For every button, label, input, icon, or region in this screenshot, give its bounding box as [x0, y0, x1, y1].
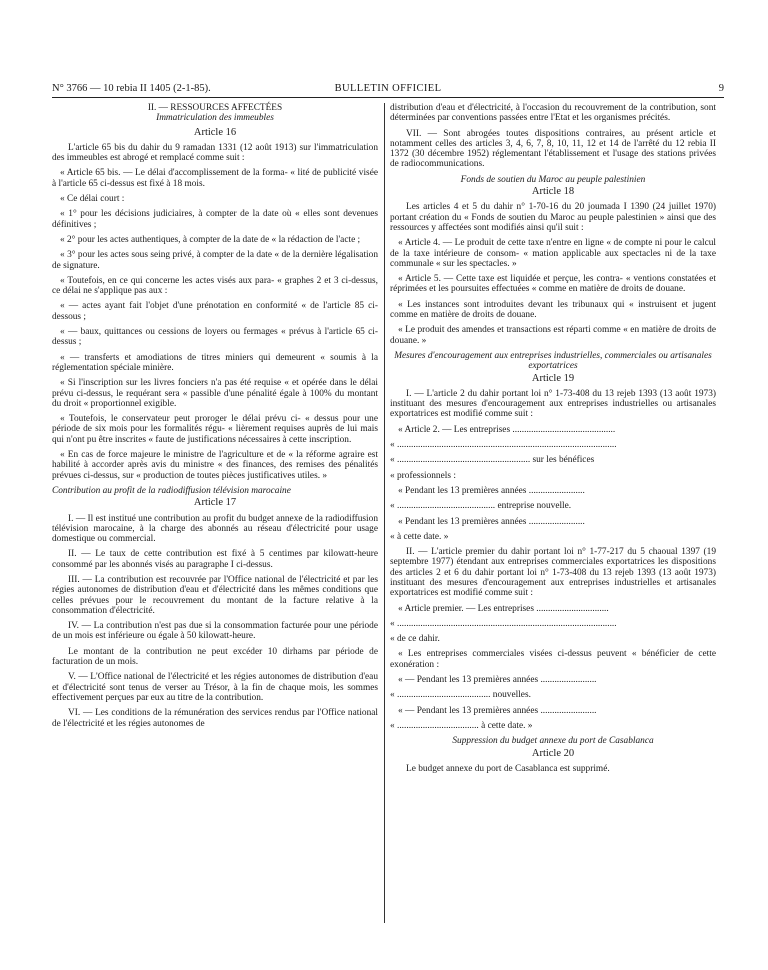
publication-title: BULLETIN OFFICIEL [334, 83, 442, 94]
quoted-line: « ........................................ nouvelles. [390, 690, 531, 701]
paragraph: distribution d'eau et d'électricité, à l'occasion du recouvrement de la contribution, sont déterminées par conventions passées entre l'Etat et les organismes précités. [390, 103, 716, 124]
paragraph: Le montant de la contribution ne peut excéder 10 dirhams par période de facturation de un mois. [52, 646, 378, 668]
article-heading: Article 20 [531, 747, 575, 759]
paragraph: I. — Il est institué une contribution au profit du budget annexe de la radiodiffusion télévision marocaine, à la charge des abonnés au réseau d'électricité pour usage domestique ou commercial. [52, 513, 378, 545]
quoted-line: « Article premier. — Les entreprises ............................... [398, 603, 609, 614]
section-subtitle: Immatriculation des immeubles [156, 113, 274, 124]
paragraph: « Le produit des amendes et transactions est réparti comme « en matière de droits de douane. » [390, 325, 716, 346]
header-rule [52, 97, 724, 98]
section-title: Fonds de soutien du Maroc au peuple palestinien [460, 174, 646, 185]
page-number: 9 [718, 83, 724, 94]
section-title: Suppression du budget annexe du port de Casablanca [452, 736, 654, 747]
paragraph: II. — Le taux de cette contribution est fixé à 5 centimes par kilowatt-heure consommé par les abonnés visés au paragraphe I ci-dessus. [52, 549, 378, 570]
quoted-line: « Pendant les 13 premières années ........................ [398, 485, 585, 496]
paragraph: « — actes ayant fait l'objet d'une prénotation en conformité « de l'article 85 ci-dessous ; [52, 301, 378, 322]
page-header [52, 82, 724, 96]
paragraph: III. — La contribution est recouvrée par l'Office national de l'électricité et par les régies autonomes de distribution d'eau et d'électricité dans les mêmes conditions que celles prévues pour le recouvrement du montant de la facture relative à la consommation d'électricité. [52, 574, 378, 616]
section-title: Mesures d'encouragement aux entreprises industrielles, commerciales ou artisanales exportatrices [394, 350, 712, 372]
right-column [390, 103, 716, 779]
section-title: Contribution au profit de la radiodiffusion télévision marocaine [52, 485, 291, 496]
paragraph: « Si l'inscription sur les livres fonciers n'a pas été requise « et opérée dans le délai prévu ci-dessus, le requérant sera « passible d'une pénalité égale à 100% du montant du droit « proportionnel exigible. [52, 378, 378, 409]
article-heading: Article 19 [531, 372, 575, 384]
quoted-line: « à cette date. » [390, 531, 449, 542]
paragraph: IV. — La contribution n'est pas due si la consommation facturée pour une période de un mois est inférieure ou égale à 50 kilowatt-heure. [52, 621, 378, 642]
paragraph: « Toutefois, le conservateur peut proroger le délai prévu ci- « dessus pour une période de six mois pour les formalités régu- « lièrement requises auprès de lui mais qui n'ont pu être inscrites « faute de justifications nécessaires à cette inscription. [52, 414, 378, 445]
paragraph: Le budget annexe du port de Casablanca est supprimé. [406, 763, 610, 774]
paragraph: I. — L'article 2 du dahir portant loi n° 1-73-408 du 13 rejeb 1393 (13 août 1973) instituant des mesures d'encouragement aux entreprises industrielles ou artisanales exportatrices est modifié comme suit : [390, 388, 716, 420]
paragraph: « 1° pour les décisions judiciaires, à compter de la date où « elles sont devenues définitives ; [52, 209, 378, 230]
paragraph: « — transferts et amodiations de titres miniers qui demeurent « soumis à la réglementation spéciale minière. [52, 352, 378, 373]
paragraph: « Ce délai court : [60, 194, 125, 205]
article-heading: Article 18 [531, 186, 575, 198]
column-divider [384, 103, 385, 923]
paragraph: II. — L'article premier du dahir portant loi n° 1-77-217 du 5 chaoual 1397 (19 septembre 1977) étendant aux entreprises commerciales exportatrices les dispositions des articles 2 et 6 du dahir portant loi n° 1-73-408 du 13 rejeb 1393 (13 août 1973) instituant des mesures d'encouragement aux entreprises industrielles et artisanales exportatrices est modifié comme suit : [390, 547, 716, 599]
paragraph: « Les entreprises commerciales visées ci-dessus peuvent « bénéficier de cette exonération : [390, 649, 716, 670]
paragraph: « Article 5. — Cette taxe est liquidée et perçue, les contra- « ventions constatées et réprimées et les poursuites effectuées « comme en matière de droits de douane. [390, 274, 716, 295]
quoted-line: « professionnels : [390, 470, 456, 481]
paragraph: « 2° pour les actes authentiques, à compter de la date de « la rédaction de l'acte ; [60, 234, 361, 245]
section-title: II. — RESSOURCES AFFECTÉES [147, 103, 283, 113]
paragraph: « Toutefois, en ce qui concerne les actes visés aux para- « graphes 2 et 3 ci-dessus, ce délai ne s'applique pas aux : [52, 275, 378, 297]
paragraph: VII. — Sont abrogées toutes dispositions contraires, au présent article et notamment celles des articles 3, 4, 6, 7, 8, 10, 11, 12 et 14 de l'arrêté du 12 rebia II 1372 (30 décembre 1952) réglementant l'établissement et l'usage des stations privées de radiocommunications. [390, 128, 716, 170]
paragraph: « Article 65 bis. — Le délai d'accomplissement de la forma- « lité de publicité visée à l'article 65 ci-dessus est fixé à 18 mois. [52, 168, 378, 189]
paragraph: « Les instances sont introduites devant les tribunaux qui « instruisent et jugent comme en matière de droits de douane. [390, 299, 716, 321]
quoted-line: « de ce dahir. [390, 634, 440, 645]
quoted-line: « — Pendant les 13 premières années ........................ [398, 675, 597, 686]
quoted-line: « .............................................................................................. [390, 440, 617, 451]
article-heading: Article 16 [193, 126, 237, 138]
quoted-line: « .......................................... entreprise nouvelle. [390, 501, 572, 512]
paragraph: « En cas de force majeure le ministre de l'agriculture et de « la réforme agraire est habilité à accorder après avis du ministre « des finances, des remises des pénalités prévues ci-dessus, sur « production de toutes pièces justificatives utiles. » [52, 450, 378, 481]
paragraph: « 3° pour les actes sous seing privé, à compter de la date « de la dernière légalisation de signature. [52, 250, 378, 271]
paragraph: V. — L'Office national de l'électricité et les régies autonomes de distribution d'eau et d'électricité sont tenus de verser au Trésor, à la fin de chaque mois, les sommes effectivement perçues par eux au titre de la contribution. [52, 672, 378, 703]
quoted-line: « Pendant les 13 premières années ........................ [398, 516, 585, 527]
quoted-line: « .............................................................................................. [390, 618, 617, 629]
issue-number: N° 3766 — 10 rebia II 1405 (2-1-85). [52, 83, 211, 94]
quoted-line: « ................................... à cette date. » [390, 720, 533, 731]
paragraph: « — baux, quittances ou cessions de loyers ou fermages « prévus à l'article 65 ci-dessus ; [52, 327, 378, 348]
paragraph: Les articles 4 et 5 du dahir n° 1-70-16 du 20 joumada I 1390 (24 juillet 1970) portant création du « Fonds de soutien du Maroc au peuple palestinien » ainsi que des ressources y affectées sont modifiés ainsi qu'il suit : [390, 202, 716, 233]
quoted-line: « Article 2. — Les entreprises ............................................ [398, 424, 616, 435]
paragraph: VI. — Les conditions de la rémunération des services rendus par l'Office national de l'électricité et les régies autonomes de [52, 708, 378, 729]
quoted-line: « ......................................................... sur les bénéfices [390, 455, 595, 466]
paragraph: L'article 65 bis du dahir du 9 ramadan 1331 (12 août 1913) sur l'immatriculation des immeubles est abrogé et remplacé comme suit : [52, 142, 378, 164]
article-heading: Article 17 [193, 497, 237, 509]
left-column [52, 103, 378, 734]
quoted-line: « — Pendant les 13 premières années ........................ [398, 705, 597, 716]
paragraph: « Article 4. — Le produit de cette taxe n'entre en ligne « de compte ni pour le calcul de la taxe intérieure de consom- « mation applicable aux spectacles ni de la taxe communale « sur les spectacles. » [390, 238, 716, 269]
